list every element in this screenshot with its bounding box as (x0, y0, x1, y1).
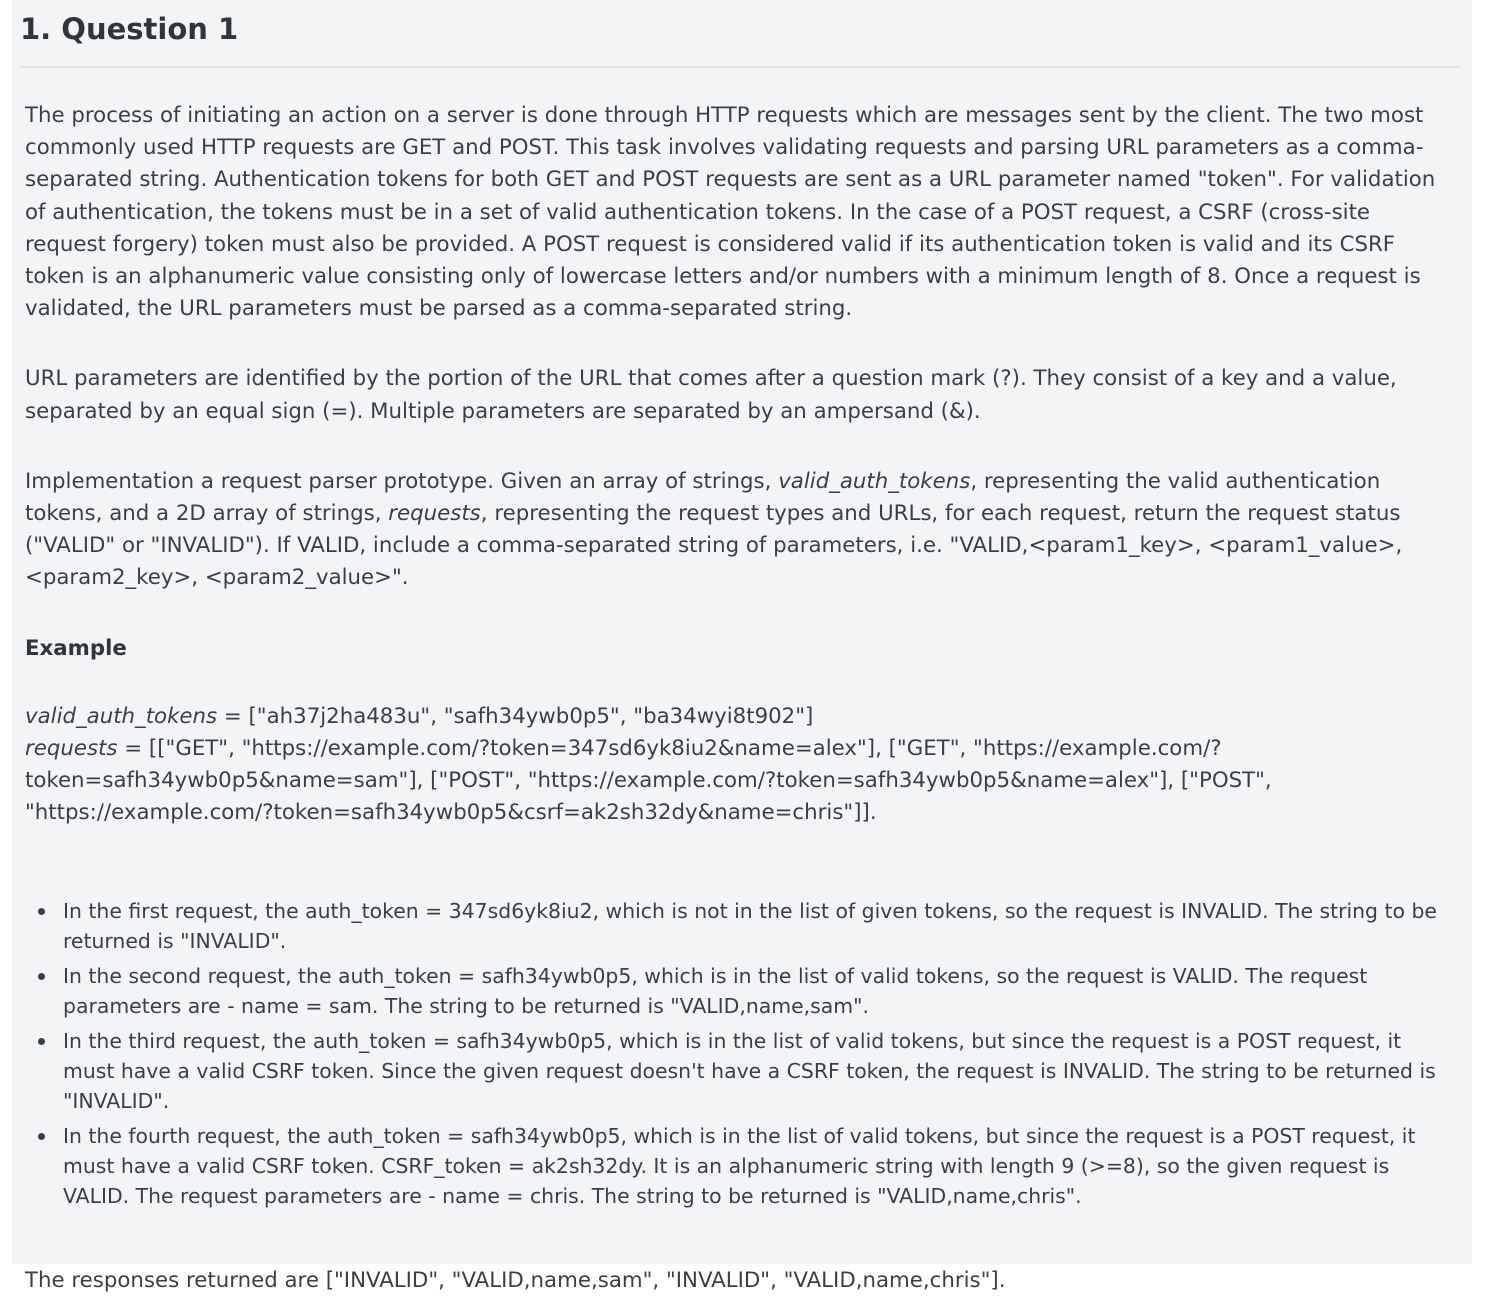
title-divider (20, 66, 1460, 68)
question-body (25, 100, 1450, 1297)
question-panel (12, 0, 1472, 1293)
impl-text-3: , representing the request types and URLs, for each request, return the request status ("VALID" or "INVALID"). If VALID, include a comma-separated string of parameters, i.e. "VALID,<param1_key>, <param1_value>, <param2_key>, <param2_value>". (25, 501, 1403, 591)
result-paragraph: The responses returned are ["INVALID", "VALID,name,sam", "INVALID", "VALID,name,chris"]. (25, 1267, 1006, 1293)
impl-var-valid-auth-tokens: valid_auth_tokens (778, 468, 971, 494)
list-item: In the third request, the auth_token = safh34ywb0p5, which is in the list of valid tokens, but since the request is a POST request, it must have a valid CSRF token. Since the given request doesn't have a CSRF token, the request is INVALID. The string to be returned is "INVALID". (63, 1026, 1450, 1116)
intro-paragraph: The process of initiating an action on a server is done through HTTP requests which are messages sent by the client. The two most commonly used HTTP requests are GET and POST. This task involves validating requests and parsing URL parameters as a comma-separated string. Authentication tokens for both GET and POST requests are sent as a URL parameter named "token". For validation of authentication, the tokens must be in a set of valid authentication tokens. In the case of a POST request, a CSRF (cross-site request forgery) token must also be provided. A POST request is considered valid if its authentication token is valid and its CSRF token is an alphanumeric value consisting only of lowercase letters and/or numbers with a minimum length of 8. Once a request is validated, the URL parameters must be parsed as a comma-separated string. (25, 103, 1436, 322)
example-heading: Example (25, 635, 127, 661)
explanation-list (25, 896, 1450, 1211)
impl-text-1: Implementation a request parser prototype. Given an array of strings, (25, 468, 779, 494)
impl-var-requests: requests (388, 501, 481, 527)
implementation-paragraph (25, 466, 1450, 595)
example-tokens-value: = ["ah37j2ha483u", "safh34ywb0p5", "ba34wyi8t902"] (217, 703, 814, 729)
example-tokens-var: valid_auth_tokens (25, 703, 218, 729)
example-input-block (25, 701, 1450, 830)
list-item: In the fourth request, the auth_token = safh34ywb0p5, which is in the list of valid tokens, but since the request is a POST request, it must have a valid CSRF token. CSRF_token = ak2sh32dy. It is an alphanumeric string with length 9 (>=8), so the given request is VALID. The request parameters are - name = chris. The string to be returned is "VALID,name,chris". (63, 1121, 1450, 1211)
impl-text-2: , representing the valid authentication tokens, and a 2D array of strings, (25, 468, 1381, 527)
example-requests-value: = [["GET", "https://example.com/?token=347sd6yk8iu2&name=alex"], ["GET", "https://example.com/?token=safh34ywb0p5&name=sam"], ["POST", "https://example.com/?token=safh34ywb0p5&name=alex"], ["POST", "https://example.com/?token=safh34ywb0p5&csrf=ak2sh32dy&name=chris"]]. (25, 736, 1272, 826)
list-item: In the second request, the auth_token = safh34ywb0p5, which is in the list of valid tokens, so the request is VALID. The request parameters are - name = sam. The string to be returned is "VALID,name,sam". (63, 961, 1450, 1021)
list-item: In the first request, the auth_token = 347sd6yk8iu2, which is not in the list of given tokens, so the request is INVALID. The string to be returned is "INVALID". (63, 896, 1450, 956)
url-params-paragraph: URL parameters are identified by the portion of the URL that comes after a question mark (?). They consist of a key and a value, separated by an equal sign (=). Multiple parameters are separated by an ampersand (&). (25, 366, 1397, 424)
example-requests-line (25, 733, 1450, 830)
question-title: 1. Question 1 (20, 12, 239, 46)
example-requests-var: requests (25, 736, 118, 762)
example-tokens-line (25, 701, 1450, 733)
